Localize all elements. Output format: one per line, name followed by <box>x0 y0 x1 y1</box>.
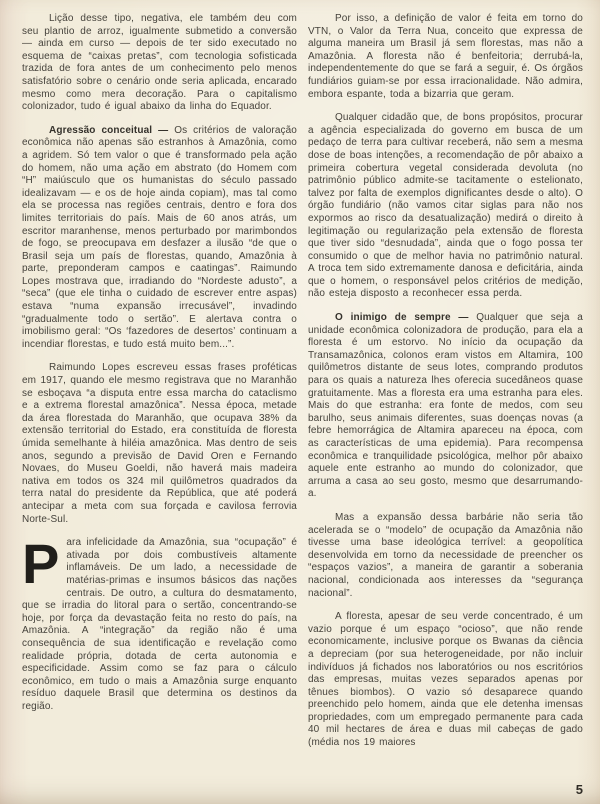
paragraph-with-heading <box>22 125 297 352</box>
drop-cap: P <box>22 532 60 596</box>
page-number: 5 <box>575 782 583 797</box>
paragraph <box>308 512 583 600</box>
section-heading: O inimigo de sempre <box>335 312 451 324</box>
paragraph-text: Raimundo Lopes escreveu essas frases proféticas em 1917, quando ele mesmo registrava que no Maranhão se esboçava “a disputa entre essa marcha do cataclismo e a extrema florestal amazônica”. Nessa época, metade da área florestada do Maranhão, que ocupava 38% da extensão territorial do Estado, era constituída de floresta úmida semelhante à hiléia amazônica. Mas dentro de seis anos, segundo a previsão de David Oren e Fernando Novaes, do Museu Goeldi, não haverá mais madeira nativa em todos os 324 mil quilômetros quadrados da terra natal do presidente da República, que até poderá antecipar a meta com sua forçada e cavilosa ferrovia Norte-Sul. <box>22 362 297 525</box>
heading-separator: — <box>450 312 477 324</box>
paragraph-with-heading <box>308 312 583 501</box>
paragraph-text: A floresta, apesar de seu verde concentrado, é um vazio porque é um espaço “ocioso”, que não rende economicamente, inclusive porque os Bwanas da ciência a depreciam (por sua heterogeneidade, por não incluir indivíduos já fichados nos laboratórios ou nos escritórios das empresas, muitas vezes separados apenas por tênues biombos). O vazio só desaparece quando preenchido pelo homem, ainda que ele detenha imensas propriedades, com um empregado permanente para cada 40 mil hectares de área e duas mil cabeças de gado (média nos 19 maiores <box>308 611 583 749</box>
paragraph <box>308 112 583 301</box>
paragraph-text: Por isso, a definição de valor é feita em torno do VTN, o Valor da Terra Nua, conceito que expressa de alguma maneira um Brasil já sem florestas, mas não a Amazônia. A floresta não é benfeitoria; derrubá-la, independentemente do que se fará a seguir, é. Os órgãos fundiários guiam-se por essa irracionalidade. Não admira, embora espante, toda a bizarria que geram. <box>308 13 583 100</box>
paragraph-text: Qualquer cidadão que, de bons propósitos, procurar a agência especializada do governo em busca de um pedaço de terra para cultivar receberá, não sem a mesma dose de boas intenções, a recomendação de pôr abaixo a primeira cobertura vegetal considerada devoluta (no patrimônio público admite-se tacitamente o estelionato, talvez por falta de exemplos dignificantes desde o alto). O órgão fundiário (não vamos citar siglas para não nos expormos ao risco da desatualização) medirá o direito à legitimação ou regularização pela extensão de floresta que tiver sido “desnudada”, ainda que o fogo possa ter consumido o que de melhor havia no patrimônio natural. A troca tem sido extremamente danosa e deficitária, ainda que o homem, o responsável pelos critérios de medição, não esteja disposto a reconhecer essa perda. <box>308 112 583 300</box>
paragraph <box>22 362 297 526</box>
section-heading: Agressão conceitual <box>49 124 153 136</box>
left-column <box>22 13 297 750</box>
paragraph <box>308 13 583 101</box>
paragraph-text: Qualquer que seja a unidade econômica colonizadora de produção, para ela a floresta é um estorvo. No início da ocupação da Transamazônica, colonos eram vistos em Altamira, 100 quilômetros distante de seus lotes, comprando produtos para os quais a natureza lhes oferecia sucedâneos quase gratuitamente. Mas a floresta era uma estranha para eles. Mais do que estranha: era fonte de medos, com seu barulho, seus animais diferentes, suas doenças novas (a febre hemorrágica de Altamira apareceu na época, com as características de uma epidemia). Para recompensa econômica e tranquilidade psicológica, melhor pôr abaixo aquele ente estranho ao mundo do colonizador, que arruma a casa ao seu gosto, mesmo que desarrumando-a. <box>308 312 583 500</box>
paragraph-text: ara infelicidade da Amazônia, sua “ocupação” é ativada por dois combustíveis altamente inflamáveis. De um lado, a necessidade de matérias-primas e insumos básicos das nações centrais. De outro, a cultura do desmatamento, que se irradia do litoral para o sertão, concentrando-se hoje, por força da devastação feita no resto do país, na Amazônia. A “integração” da região não é uma consequência de sua identificação e revelação como realidade própria, dotada de certa autonomia e especificidade. Assim como se faz para o cálculo econômico, em tudo o mais a Amazônia surge enquanto resíduo daquele Brasil que determina os destinos da região. <box>22 537 297 712</box>
paragraph <box>308 611 583 750</box>
paragraph-text: Mas a expansão dessa barbárie não seria tão acelerada se o “modelo” de ocupação da Amazônia não tivesse uma base ideológica terrível: a geopolítica desenvolvida em torno da necessidade de preencher os “espaços vazios”, a maneira de garantir a soberania nacional, condicionada aos interesses da “segurança nacional”. <box>308 511 583 599</box>
paragraph-with-dropcap <box>22 532 297 713</box>
paragraph <box>22 13 297 114</box>
paragraph-text: Os critérios de valoração econômica não apenas são estranhos à Amazônia, como a agridem. Só tem valor o que é transformado pela ação do homem, não uma ação em abstrato (do Homem com “H” maiúsculo que os humanistas do século passado idealizavam — e os de hoje ainda copiam), mas tal como ela se processa nas regiões centrais, dentro e fora dos limites territoriais do país. Mais de 60 anos atrás, um escritor maranhense, menos perturbado por marimbondos de fogo, se preocupava em desfazer a ilusão “de que o Brasil seja um país de florestas, quando, Amazônia à parte, preponderam campos e caatingas”. Raimundo Lopes mostrava que, irradiando do “Nordeste adusto”, a “seca” (que ele tinha o cuidado de escrever entre aspas) estava “numa expansão irrecusável”, invadindo “gradualmente todo o sertão”. E alertava contra o imobilismo geral: “Os ‘fazedores de desertos’ continuam a incendiar florestas, e tudo está muito bem...”. <box>22 124 297 350</box>
heading-separator: — <box>152 124 175 136</box>
right-column <box>308 13 583 750</box>
paragraph-text: Lição desse tipo, negativa, ele também deu com seu plantio de arroz, igualmente submetido a conversão — ainda em curso — depois de ter sido executado no esquema de “caixas pretas”, com tecnologia sofisticada trazida de fora antes de um conhecimento pelo menos satisfatório sobre o cenário onde seria aplicada, encarado mesmo como mera decoração. Para o capitalismo colonizador, tudo é igual abaixo da linha do Equador. <box>22 13 297 113</box>
